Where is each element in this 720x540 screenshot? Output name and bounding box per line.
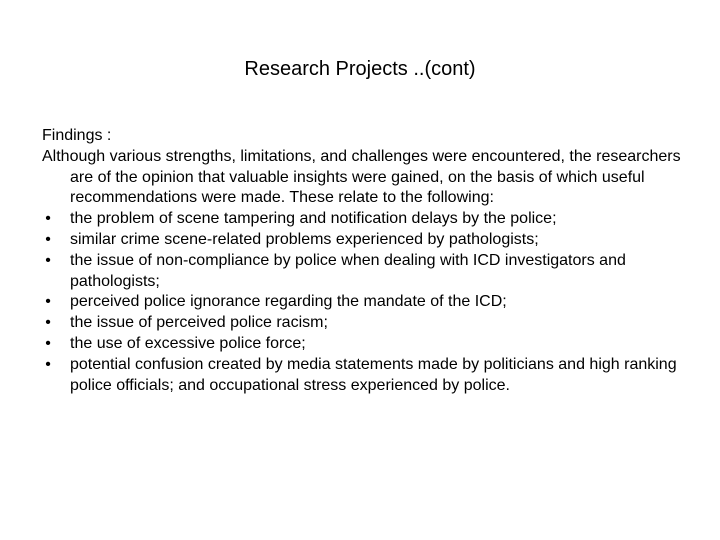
bullet-icon: • [45, 230, 51, 248]
bullet-icon: • [45, 251, 51, 269]
list-item-text: the issue of perceived police racism; [70, 314, 328, 332]
findings-list [42, 209, 692, 396]
list-item [42, 209, 692, 230]
findings-label: Findings : [42, 127, 112, 144]
list-item [42, 251, 692, 293]
bullet-icon: • [45, 334, 51, 352]
list-item [42, 313, 692, 334]
bullet-icon: • [45, 293, 51, 311]
list-item-text: the issue of non-compliance by police when dealing with ICD investigators and pathologists; [70, 251, 626, 290]
slide-title: Research Projects ..(cont) [244, 58, 476, 80]
list-item [42, 334, 692, 355]
list-item [42, 355, 692, 397]
list-item-text: the use of excessive police force; [70, 334, 306, 352]
list-item-text: similar crime scene-related problems experienced by pathologists; [70, 230, 539, 248]
bullet-icon: • [45, 355, 51, 373]
list-item-text: potential confusion created by media statements made by politicians and high ranking police officials; and occupational stress experienced by police. [70, 355, 677, 394]
bullet-icon: • [45, 314, 51, 332]
list-item-text: the problem of scene tampering and notification delays by the police; [70, 210, 557, 228]
list-item [42, 230, 692, 251]
list-item-text: perceived police ignorance regarding the mandate of the ICD; [70, 293, 507, 311]
slide-body [42, 126, 692, 396]
list-item [42, 292, 692, 313]
bullet-icon: • [45, 210, 51, 228]
findings-intro: Although various strengths, limitations, and challenges were encountered, the researchers are of the opinion that valuable insights were gained, on the basis of which useful recommendations were made. These relate to the following: [42, 147, 681, 207]
